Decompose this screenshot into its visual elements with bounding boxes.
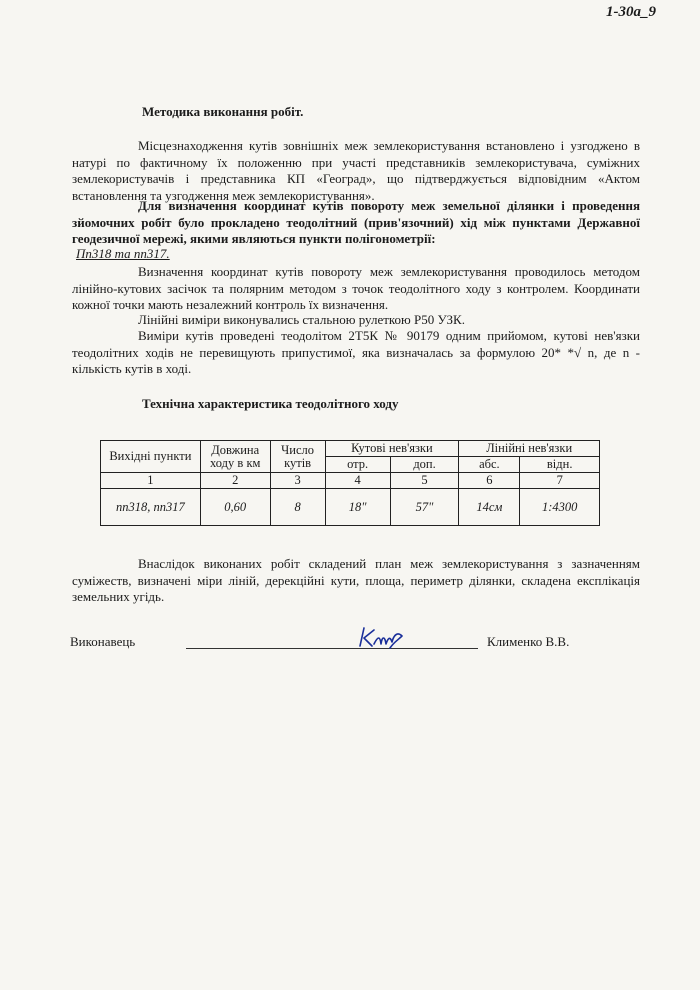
- methodology-heading: Методика виконання робіт.: [142, 104, 304, 119]
- signature-line: [186, 648, 478, 649]
- header-angular-misclosure: Кутові нев'язки: [325, 441, 459, 457]
- paragraph-coordinates: Визначення координат кутів повороту меж землекористування проводилось методом лінійно-кутових засічок та полярним методом з точок теодолітного ходу з контролем. Координати кожної точки мають незалежний контроль їх визначення.: [72, 264, 640, 312]
- header-angles: Число кутів: [270, 441, 325, 473]
- table-header-row: [101, 441, 600, 457]
- header-angular-obtained: отр.: [325, 457, 390, 473]
- paragraph-conclusion: Внаслідок виконаних робіт складений план меж землекористування з зазначенням суміжеств, визначені міри ліній, дерекційні кути, площа, периметр ділянки, складена експлікація земельних угідь.: [72, 556, 640, 604]
- paragraph-traverse: Для визначення координат кутів повороту меж земельної ділянки і проведення зйомочних робіт було прокладено теодолітний (прив'язочний) хід між пунктами Державної геодезичної мережі, якими являються пункти полігонометрії:: [72, 198, 640, 246]
- header-angular-allowed: доп.: [390, 457, 459, 473]
- table-column-numbers-row: [101, 473, 600, 489]
- paragraph-boundaries: Місцезнаходження кутів зовнішніх меж землекористування встановлено і узгоджено в натурі по фактичному їх положенню при участі представників землекористувача, суміжних землекористувачів і представника КП «Геоград», що підтверджується відповідним «Актом встановлення та узгодження меж землекористування».: [72, 138, 640, 203]
- column-number: 4: [325, 473, 390, 489]
- table-title: Технічна характеристика теодолітного ходу: [142, 396, 399, 411]
- handwritten-signature: [354, 624, 410, 652]
- cell-start-points: пп318, пп317: [101, 489, 201, 526]
- column-number: 5: [390, 473, 459, 489]
- header-linear-relative: відн.: [520, 457, 600, 473]
- header-length: Довжина ходу в км: [200, 441, 270, 473]
- header-linear-misclosure: Лінійні нев'язки: [459, 441, 600, 457]
- column-number: 1: [101, 473, 201, 489]
- polygonometry-points: Пп318 та пп317.: [76, 246, 170, 261]
- paragraph-linear-measurements: Лінійні виміри виконувались стальною рулеткою Р50 УЗК.: [138, 312, 465, 327]
- paragraph-angle-measurements: Виміри кутів проведені теодолітом 2Т5К № 90179 одним прийомом, кутові нев'язки теодолітних ходів не перевищують припустимої, яка визначалась за формулою 20* *√ n, де n - кількість кутів в ході.: [72, 328, 640, 376]
- cell-angular-allowed: 57": [390, 489, 459, 526]
- cell-length: 0,60: [200, 489, 270, 526]
- executor-name: Клименко В.В.: [487, 634, 570, 649]
- header-start-points: Вихідні пункти: [101, 441, 201, 473]
- cell-angular-obtained: 18": [325, 489, 390, 526]
- cell-linear-relative: 1:4300: [520, 489, 600, 526]
- cell-angles: 8: [270, 489, 325, 526]
- column-number: 3: [270, 473, 325, 489]
- column-number: 7: [520, 473, 600, 489]
- cell-linear-absolute: 14см: [459, 489, 520, 526]
- header-linear-absolute: абс.: [459, 457, 520, 473]
- executor-label: Виконавець: [70, 634, 136, 649]
- traverse-table: [100, 440, 600, 526]
- column-number: 6: [459, 473, 520, 489]
- table-row: [101, 489, 600, 526]
- column-number: 2: [200, 473, 270, 489]
- page-code: 1-30а_9: [606, 4, 656, 20]
